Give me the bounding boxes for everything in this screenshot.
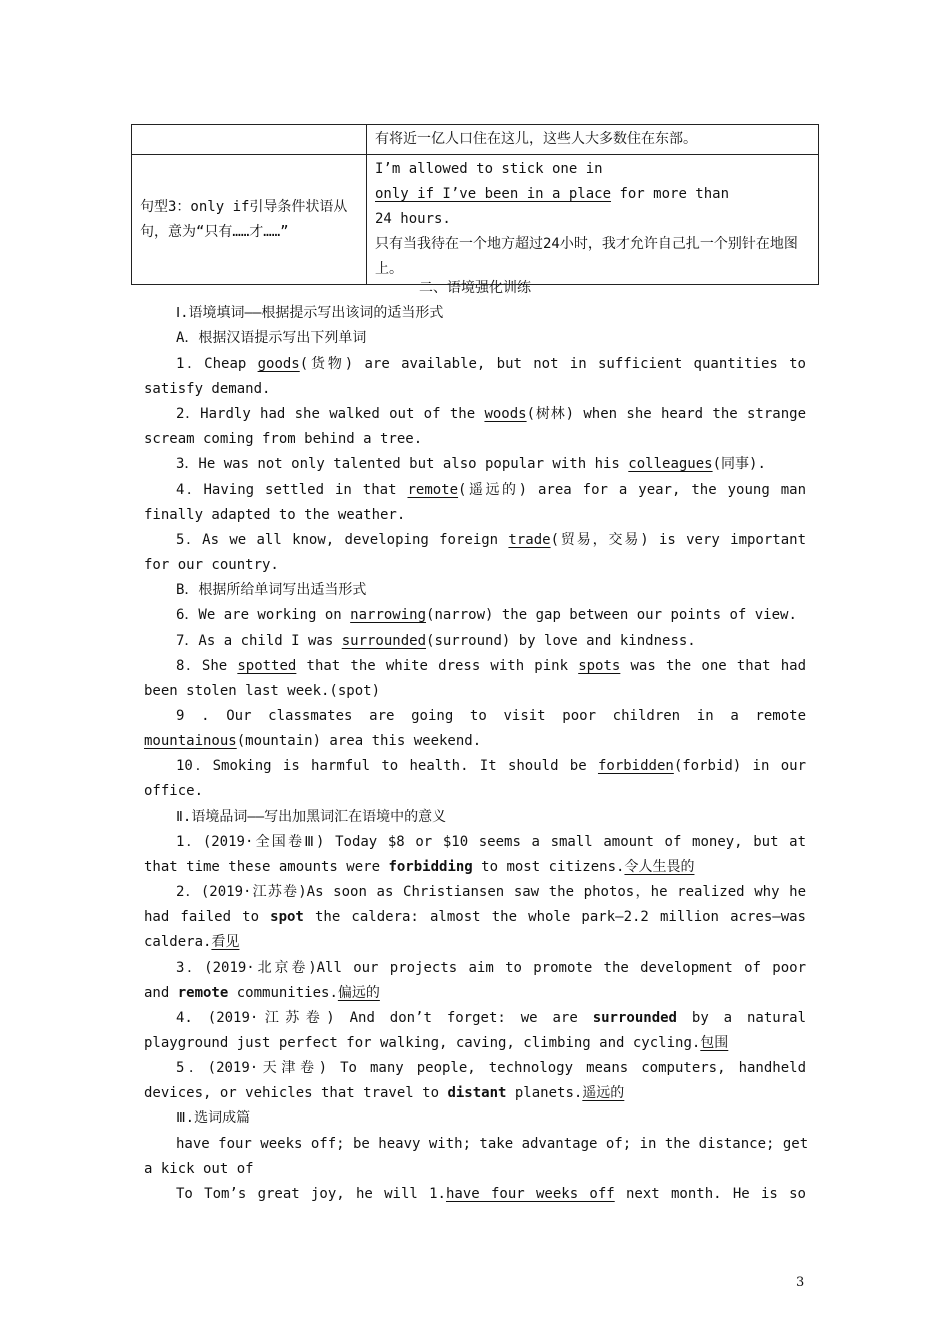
answer-blank: surrounded: [341, 633, 427, 649]
text-span: 5．As we all know, developing foreign: [176, 532, 509, 548]
text-span: 2．Hardly had she walked out of the: [176, 406, 485, 422]
text-span: planets.: [506, 1085, 583, 1101]
section-title: 二、语境强化训练: [419, 280, 531, 296]
text-span: (贸易，交易) is very important: [550, 532, 807, 548]
list-item-cont: [144, 905, 806, 930]
text-span: 有将近一亿人口住在这儿，这些人大多数住在东部。: [375, 131, 697, 147]
text-span: had failed to: [144, 909, 271, 925]
list-item: 3．(2019·北京卷)All our projects aim to promote the development of poor: [176, 960, 806, 976]
text-span: devices, or vehicles that travel to: [144, 1085, 448, 1101]
list-item: 1．(2019·全国卷Ⅲ) Today $8 or $10 seems a small amount of money, but at: [176, 834, 806, 850]
word-bank: have four weeks off; be heavy with; take advantage of; in the distance; get: [176, 1136, 809, 1152]
answer-blank: spotted: [237, 658, 297, 674]
text-span: (narrow) the gap between our points of view.: [426, 607, 797, 623]
answer-blank: spots: [578, 658, 621, 674]
list-item: 5．(2019·天津卷) To many people, technology means computers, handheld: [176, 1060, 806, 1076]
list-item-cont: [144, 729, 806, 754]
list-item: [176, 1006, 806, 1031]
text-span: 6．We are working on: [176, 607, 351, 623]
text-span: 句型3：only if引导条件状语从句，意为“只有……才……”: [140, 198, 348, 240]
list-item: [176, 528, 806, 553]
part3-title: Ⅲ.选词成篇: [176, 1110, 251, 1126]
part1-sub-b: B．根据所给单词写出适当形式: [176, 582, 367, 598]
text-span: 10．Smoking is harmful to health. It should be: [176, 758, 598, 774]
part1-sub-a: A．根据汉语提示写出下列单词: [176, 330, 367, 346]
answer-blank: have four weeks off: [445, 1186, 615, 1202]
answer-blank: 令人生畏的: [624, 859, 695, 875]
text-span: 7．As a child I was: [176, 633, 342, 649]
list-item: [176, 603, 806, 628]
example-en-line-2: [375, 182, 810, 207]
list-item-cont: finally adapted to the weather.: [144, 507, 406, 523]
answer-blank: remote: [407, 482, 459, 498]
list-item-cont: [144, 981, 806, 1006]
example-en-line-3: 24 hours.: [375, 211, 451, 227]
bold-word: spot: [270, 909, 304, 925]
text-span: was the one that had: [620, 658, 806, 674]
word-bank-cont: a kick out of: [144, 1161, 254, 1177]
table-cell-example: [367, 155, 819, 285]
bold-word: distant: [447, 1085, 507, 1101]
text-span: (遥远的) area for a year, the young man: [458, 482, 806, 498]
answer-blank: woods: [484, 406, 527, 422]
list-item-cont: scream coming from behind a tree.: [144, 431, 423, 447]
table-row: [132, 125, 819, 155]
text-span: by a natural: [677, 1010, 807, 1026]
bold-word: remote: [177, 985, 229, 1001]
text-span: 4. (2019·江苏卷) And don’t forget: we are: [176, 1010, 593, 1026]
example-cn: 只有当我待在一个地方超过24小时，我才允许自己扎一个别针在地图上。: [375, 236, 798, 277]
list-item: [176, 629, 806, 654]
answer-blank: forbidden: [597, 758, 674, 774]
text-span: To Tom’s great joy, he will 1.: [176, 1186, 446, 1202]
table-row: [132, 155, 819, 285]
bold-word: forbidding: [388, 859, 473, 875]
answer-blank: 偏远的: [337, 985, 380, 1001]
list-item-cont: [144, 1081, 806, 1106]
text-span: 3．He was not only talented but also popular with his: [176, 456, 629, 472]
text-span: next month. He is so: [614, 1186, 806, 1202]
list-item-cont: for our country.: [144, 557, 279, 573]
list-item: [176, 478, 806, 503]
text-span: (货物) are available, but not in sufficient quantities to: [299, 356, 806, 372]
text-span: caldera.: [144, 934, 212, 950]
list-item: 9 . Our classmates are going to visit poor children in a remote: [176, 708, 806, 724]
table-cell-empty: [132, 125, 367, 155]
text-span: for more than: [611, 186, 730, 202]
text-span: (surround) by love and kindness.: [426, 633, 696, 649]
text-span: that time these amounts were: [144, 859, 389, 875]
list-item: [176, 452, 806, 477]
answer-blank: 遥远的: [582, 1085, 625, 1101]
answer-blank: 看见: [211, 934, 240, 950]
part2-title: Ⅱ.语境品词——写出加黑词汇在语境中的意义: [176, 809, 447, 825]
list-item-cont: office.: [144, 783, 204, 799]
text-span: (同事).: [712, 456, 766, 472]
list-item-cont: [144, 1031, 806, 1056]
list-item: [176, 754, 806, 779]
text-span: 4．Having settled in that: [176, 482, 408, 498]
part1-title: Ⅰ.语境填词——根据提示写出该词的适当形式: [176, 305, 444, 321]
table-cell-pattern-label: [132, 155, 367, 285]
text-span: 1．Cheap: [176, 356, 258, 372]
list-item: [176, 402, 806, 427]
text-span: the caldera: almost the whole park—2.2 million acres—was: [303, 909, 806, 925]
text-span: (mountain) area this weekend.: [236, 733, 482, 749]
answer-blank: trade: [508, 532, 551, 548]
passage-line: [176, 1182, 806, 1207]
example-en-line-1: I’m allowed to stick one in: [375, 161, 603, 177]
list-item: [176, 654, 806, 679]
list-item-cont: [144, 930, 806, 955]
text-span: playground just perfect for walking, caving, climbing and cycling.: [144, 1035, 701, 1051]
answer-blank: only if I’ve been in a place: [375, 186, 612, 202]
answer-blank: 包围: [700, 1035, 729, 1051]
list-item: [176, 352, 806, 377]
list-item-cont: satisfy demand.: [144, 381, 271, 397]
list-item: 2．(2019·江苏卷)As soon as Christiansen saw the photos，he realized why he: [176, 884, 806, 900]
text-span: (forbid) in our: [673, 758, 806, 774]
list-item-cont: [144, 855, 806, 880]
text-span: and: [144, 985, 178, 1001]
text-span: that the white dress with pink: [296, 658, 579, 674]
answer-blank: narrowing: [350, 607, 427, 623]
text-span: to most citizens.: [472, 859, 625, 875]
list-item-cont: been stolen last week.(spot): [144, 683, 381, 699]
grammar-table: [131, 124, 819, 285]
text-span: communities.: [228, 985, 338, 1001]
text-span: 8．She: [176, 658, 238, 674]
table-cell-translation: [367, 125, 819, 155]
text-span: (树林) when she heard the strange: [526, 406, 807, 422]
page-number: 3: [796, 1275, 805, 1290]
answer-blank: goods: [257, 356, 300, 372]
bold-word: surrounded: [592, 1010, 677, 1026]
answer-blank: colleagues: [628, 456, 713, 472]
answer-blank: mountainous: [144, 733, 237, 749]
